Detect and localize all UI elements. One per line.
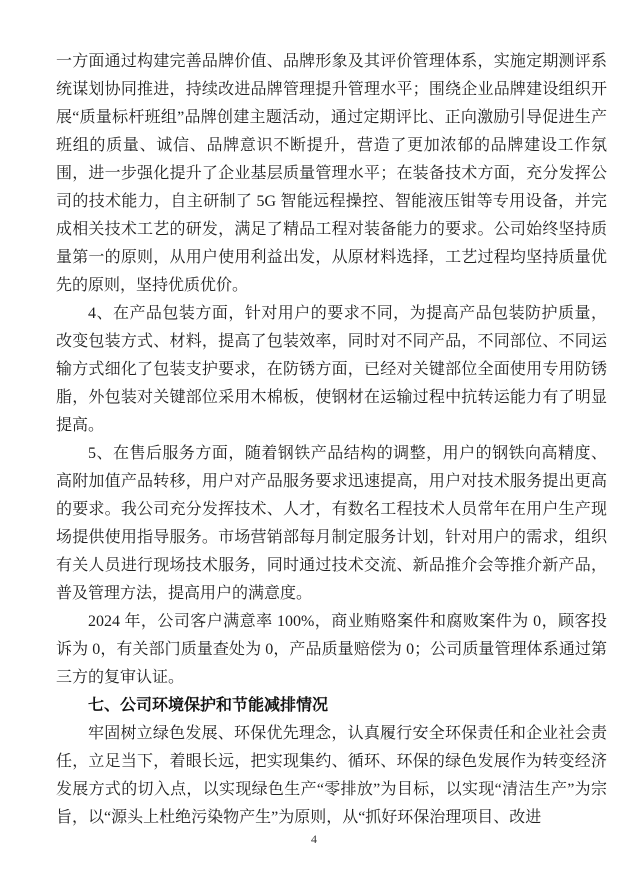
page-number: 4 <box>311 832 317 846</box>
document-body <box>56 48 607 832</box>
paragraph-2024-satisfaction: 2024 年，公司客户满意率 100%，商业贿赂案件和腐败案件为 0，顾客投诉为 0，有关部门质量查处为 0，产品质量赔偿为 0；公司质量管理体系通过第三方的复审认证。 <box>56 613 607 686</box>
paragraph-quality-brand: 一方面通过构建完善品牌价值、品牌形象及其评价管理体系，实施定期测评系统谋划协同推进，持续改进品牌管理提升管理水平；围绕企业品牌建设组织开展“质量标杆班组”品牌创建主题活动，通过定期评比、正向激励引导促进生产班组的质量、诚信、品牌意识不断提升，营造了更加浓郁的品牌建设工作氛围，进一步强化提升了企业基层质量管理水平；在装备技术方面，充分发挥公司的技术能力，自主研制了 5G 智能远程操控、智能液压钳等专用设备，并完成相关技术工艺的研发，满足了精品工程对装备能力的要求。公司始终坚持质量第一的原则，从用户使用利益出发，从原材料选择，工艺过程均坚持质量优先的原则，坚持优质优价。 <box>56 53 607 294</box>
page-footer <box>0 830 628 848</box>
paragraph-green-development: 牢固树立绿色发展、环保优先理念，认真履行安全环保责任和企业社会责任，立足当下，着眼长远，把实现集约、循环、环保的绿色发展作为转变经济发展方式的切入点，以实现绿色生产“零排放”为目标，以实现“清洁生产”为宗旨，以“源头上杜绝污染物产生”为原则，从“抓好环保治理项目、改进 <box>56 725 607 826</box>
paragraph-after-sales-service: 5、在售后服务方面，随着钢铁产品结构的调整，用户的钢铁向高精度、高附加值产品转移，用户对产品服务要求迅速提高，用户对技术服务提出更高的要求。我公司充分发挥技术、人才，有数名工程技术人员常年在用户生产现场提供使用指导服务。市场营销部每月制定服务计划，针对用户的需求，组织有关人员进行现场技术服务，同时通过技术交流、新品推介会等推介新产品，普及管理方法，提高用户的满意度。 <box>56 445 607 602</box>
section-heading-environment: 七、公司环境保护和节能减排情况 <box>88 697 329 714</box>
paragraph-product-packaging: 4、在产品包装方面，针对用户的要求不同，为提高产品包装防护质量，改变包装方式、材料，提高了包装效率，同时对不同产品，不同部位、不同运输方式细化了包装支护要求，在防锈方面，已经对关键部位全面使用专用防锈脂，外包装对关键部位采用木棉板，使钢材在运输过程中抗转运能力有了明显提高。 <box>56 305 607 434</box>
